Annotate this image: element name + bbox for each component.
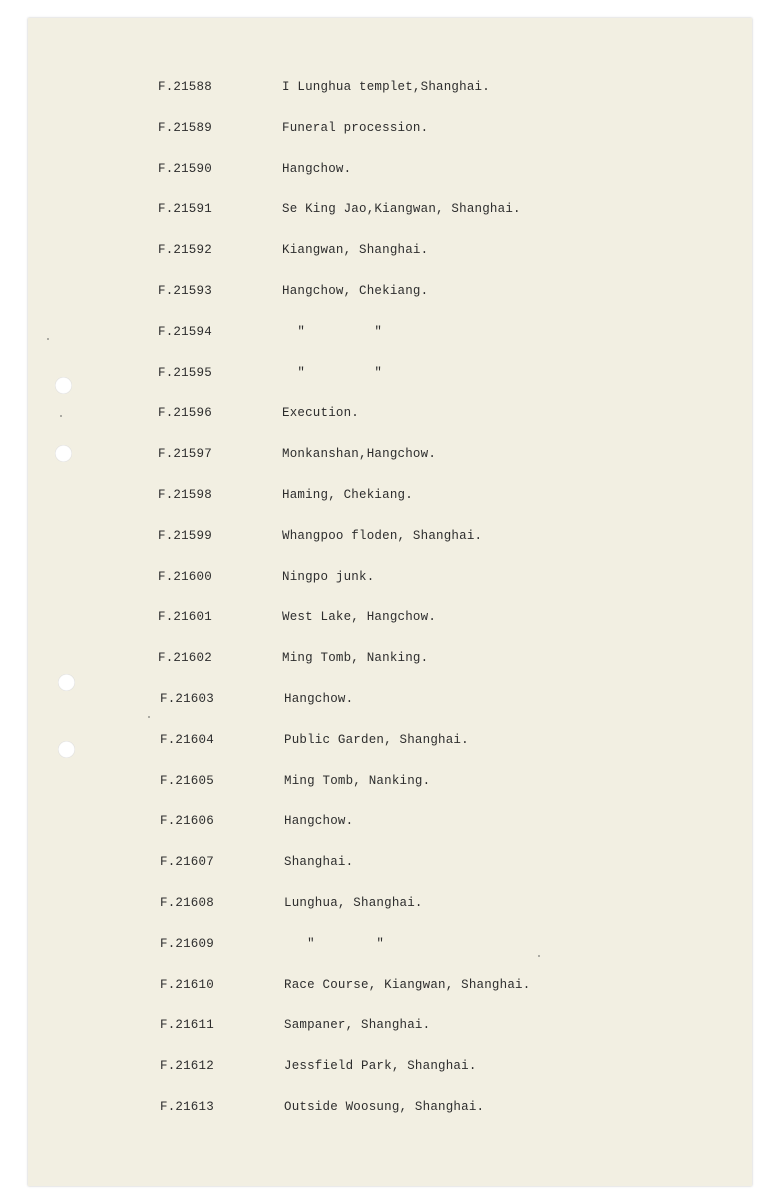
catalog-description: Hangchow. bbox=[284, 814, 354, 829]
catalog-description: Hangchow. bbox=[282, 161, 352, 176]
catalog-entry bbox=[28, 733, 752, 753]
paper-speck bbox=[148, 716, 150, 718]
catalog-description: Execution. bbox=[282, 406, 360, 421]
catalog-description: Hangchow, Chekiang. bbox=[282, 284, 429, 298]
catalog-entry bbox=[28, 162, 752, 182]
catalog-number: F.21610 bbox=[160, 977, 214, 992]
catalog-number: F.21603 bbox=[160, 692, 214, 706]
catalog-description: Haming, Chekiang. bbox=[282, 488, 413, 502]
catalog-entry bbox=[28, 80, 752, 100]
catalog-number: F.21607 bbox=[160, 855, 214, 870]
catalog-number: F.21606 bbox=[160, 814, 214, 829]
catalog-entry bbox=[28, 774, 752, 794]
catalog-number: F.21595 bbox=[158, 365, 212, 380]
catalog-entry bbox=[28, 1059, 752, 1079]
catalog-entry bbox=[28, 325, 752, 345]
catalog-number: F.21591 bbox=[158, 202, 212, 217]
catalog-entry bbox=[28, 651, 752, 671]
catalog-description: Monkanshan,Hangchow. bbox=[282, 447, 437, 462]
catalog-number: F.21596 bbox=[158, 406, 212, 421]
catalog-description: Ming Tomb, Nanking. bbox=[284, 773, 431, 788]
catalog-entry bbox=[28, 284, 752, 304]
catalog-description: Hangchow. bbox=[284, 692, 354, 706]
catalog-entry bbox=[28, 488, 752, 508]
catalog-description: Kiangwan, Shanghai. bbox=[282, 243, 429, 258]
catalog-entry bbox=[28, 978, 752, 998]
catalog-description: Outside Woosung, Shanghai. bbox=[284, 1100, 485, 1114]
catalog-number: F.21594 bbox=[158, 324, 212, 339]
catalog-number: F.21609 bbox=[160, 936, 214, 951]
catalog-entry bbox=[28, 896, 752, 916]
catalog-number: F.21589 bbox=[158, 120, 212, 135]
catalog-description: Race Course, Kiangwan, Shanghai. bbox=[284, 977, 531, 992]
catalog-number: F.21592 bbox=[158, 243, 212, 258]
catalog-description: Funeral procession. bbox=[282, 120, 429, 135]
catalog-number: F.21605 bbox=[160, 773, 214, 788]
catalog-number: F.21588 bbox=[158, 80, 212, 94]
catalog-entry bbox=[28, 406, 752, 426]
catalog-description: Whangpoo floden, Shanghai. bbox=[282, 528, 483, 543]
catalog-description: " " bbox=[282, 324, 383, 339]
catalog-entry bbox=[28, 366, 752, 386]
catalog-entry bbox=[28, 1018, 752, 1038]
catalog-entry bbox=[28, 243, 752, 263]
punch-hole bbox=[58, 674, 75, 691]
catalog-description: Jessfield Park, Shanghai. bbox=[284, 1059, 477, 1074]
catalog-number: F.21598 bbox=[158, 488, 212, 502]
catalog-number: F.21593 bbox=[158, 284, 212, 298]
catalog-description: Public Garden, Shanghai. bbox=[284, 732, 469, 747]
catalog-description: Shanghai. bbox=[284, 855, 354, 870]
catalog-entry bbox=[28, 121, 752, 141]
catalog-entry bbox=[28, 814, 752, 834]
catalog-description: Ming Tomb, Nanking. bbox=[282, 651, 429, 666]
catalog-number: F.21590 bbox=[158, 161, 212, 176]
catalog-description: " " bbox=[284, 936, 385, 951]
catalog-number: F.21597 bbox=[158, 447, 212, 462]
catalog-description: Sampaner, Shanghai. bbox=[284, 1018, 431, 1033]
catalog-description: " " bbox=[282, 365, 383, 380]
catalog-entry bbox=[28, 855, 752, 875]
catalog-number: F.21608 bbox=[160, 896, 214, 910]
catalog-number: F.21612 bbox=[160, 1059, 214, 1074]
catalog-entry bbox=[28, 1100, 752, 1120]
catalog-number: F.21599 bbox=[158, 528, 212, 543]
catalog-entry bbox=[28, 570, 752, 590]
catalog-entry bbox=[28, 610, 752, 630]
catalog-entry bbox=[28, 447, 752, 467]
catalog-number: F.21600 bbox=[158, 569, 212, 584]
typed-sheet bbox=[28, 18, 752, 1186]
catalog-entry bbox=[28, 937, 752, 957]
catalog-description: Ningpo junk. bbox=[282, 569, 375, 584]
catalog-description: I Lunghua templet,Shanghai. bbox=[282, 80, 490, 94]
catalog-number: F.21601 bbox=[158, 610, 212, 625]
catalog-number: F.21613 bbox=[160, 1100, 214, 1114]
catalog-number: F.21604 bbox=[160, 732, 214, 747]
catalog-description: Se King Jao,Kiangwan, Shanghai. bbox=[282, 202, 521, 217]
catalog-number: F.21602 bbox=[158, 651, 212, 666]
catalog-description: West Lake, Hangchow. bbox=[282, 610, 437, 625]
catalog-entry bbox=[28, 692, 752, 712]
catalog-entry bbox=[28, 529, 752, 549]
catalog-description: Lunghua, Shanghai. bbox=[284, 896, 423, 910]
catalog-entry bbox=[28, 202, 752, 222]
catalog-number: F.21611 bbox=[160, 1018, 214, 1033]
